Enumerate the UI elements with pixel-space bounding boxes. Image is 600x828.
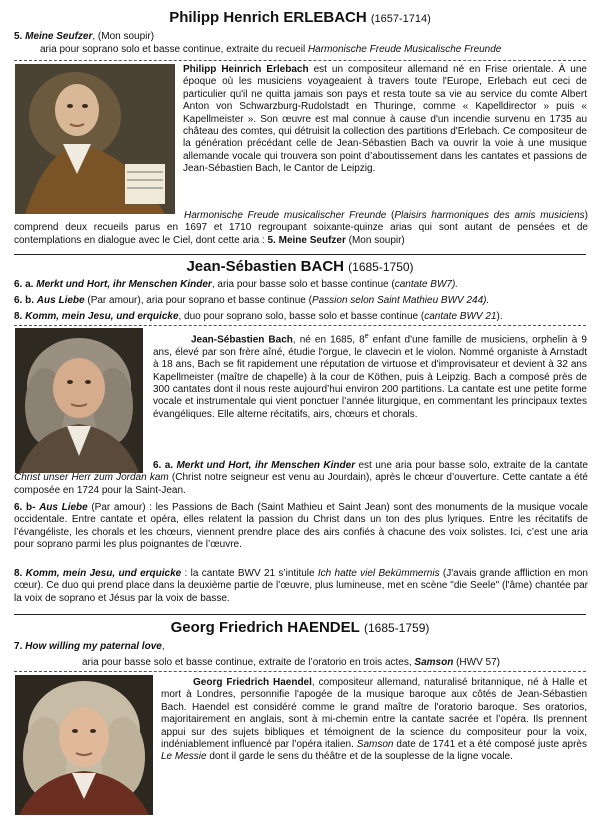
section-divider xyxy=(14,254,586,255)
divider xyxy=(14,671,586,672)
haendel-bio-name: Georg Friedrich Haendel xyxy=(193,677,312,688)
erlebach-heading xyxy=(14,9,586,28)
haendel-item-subtitle: aria pour basse solo et basse continue, extraite de l’oratorio en trois actes, Samson (HWV 57) xyxy=(82,657,500,668)
erlebach-portrait xyxy=(15,64,175,214)
haendel-item: 7. How willing my paternal love, xyxy=(14,641,165,652)
bach-note-b: 6. b- Aus Liebe (Par amour) : les Passions de Bach (Saint Mathieu et Saint Jean) sont des monuments de la musique vocale occidentale. Entre cantate et opéra, elles relatent la passion du Christ dans un ton des plus lyriques. Entre les récitatifs de l’évangéliste, les chorals et les chœurs, viennent prendre place des airs confiés à chacune des voix solistes. Ici, c’est une aria pour soprano parmi les plus poignantes de l’œuvre. xyxy=(14,502,589,551)
erlebach-item-num: 5. xyxy=(14,31,23,42)
haendel-portrait xyxy=(15,675,153,815)
bach-heading xyxy=(14,258,586,276)
bach-bio-name: Jean-Sébastien Bach xyxy=(191,334,293,346)
bach-note-a: 6. a. Merkt und Hort, ihr Menschen Kinder est une aria pour basse solo, extraite de la cantate Christ unser Herr zum Jordan kam (Christ notre seigneur est venu au Jourdain), après le chœur d’ouverture. Cette cantate a été composée en 1724 pour la Saint-Jean. xyxy=(14,460,588,496)
erlebach-ref: 5. Meine Seufzer xyxy=(267,234,346,246)
divider xyxy=(14,325,586,326)
erlebach-bio: Philipp Heinrich Erlebach est un compositeur allemand né en Frise orientale. À une époque où les musiciens voyageaient à travers toute l'Europe, Erlebach eut ceci de particulier qu'il ne quitta jamais son pays et resta toute sa vie au service du comte Albert Anton von Schwarzburg-Rudolstadt en Thuringe, comme « Kapelldirector » puis « Kapellmeister ». Son œuvre est mal connue à cause d'un incendie survenu en 1735 au château des comtes, qui détruisit la collection des partitions d'Erlebach. Ce compositeur de la génération précédant celle de Jean-Sébastien Bach va ouvrir la voie à une musique allemande vocale qui trouvera son point d’aboutissement dans les cantates et passions de Jean-Sébastien Bach, le Cantor de Leipzig. xyxy=(183,64,587,175)
bach-item-2: 6. b. Aus Liebe (Par amour), aria pour soprano et basse continue (Passion selon Saint Mathieu BWV 244). xyxy=(14,295,490,306)
erlebach-item-subtitle: aria pour soprano solo et basse continue, extraite du recueil Harmonische Freude Musicalische Freunde xyxy=(40,44,502,55)
erlebach-dates: (1657-1714) xyxy=(370,13,431,25)
bach-portrait xyxy=(15,328,143,473)
erlebach-item xyxy=(14,31,586,43)
haendel-name: Georg Friedrich HAENDEL xyxy=(170,619,360,636)
haendel-dates: (1685-1759) xyxy=(363,621,430,635)
divider xyxy=(14,60,586,61)
haendel-heading xyxy=(14,619,586,637)
bach-name: Jean-Sébastien BACH xyxy=(186,258,344,275)
erlebach-collection: Harmonische Freude Musicalische Freunde xyxy=(307,44,502,55)
erlebach-bio-name: Philipp Heinrich Erlebach xyxy=(183,64,309,75)
erlebach-item-title: Meine Seufzer xyxy=(25,31,93,42)
haendel-bio: Georg Friedrich Haendel, compositeur allemand, naturalisé britannique, né à Halle et mort à Londres, personnifie l'apogée de la musique baroque aux côtés de Jean-Sébastien Bach. Haendel est considéré comme le grand maître de l'oratorio baroque. Ses oratorios, majoritairement en anglais, sont à mi-chemin entre la cantate sacrée et l’opéra. Ils prennent appui sur des sujets bibliques et témoignent de la science du compositeur pour la voix, indéniablement influencé par l’opéra italien. Samson date de 1741 et a été composé juste après Le Messie dont il garde le sens du théâtre et de la souplesse de la ligne vocale. xyxy=(161,677,587,763)
erlebach-name: Philipp Henrich ERLEBACH xyxy=(169,9,367,26)
erlebach-collection-text: Harmonische Freude musicalischer Freunde (Plaisirs harmoniques des amis musiciens) comprend deux recueils parus en 1697 et 1710 regroupant soixante-quinze arias qui sont autant de pensées et de contemplations en dialogue avec le Ciel, dont cette aria : 5. Meine Seufzer (Mon soupir) xyxy=(14,210,589,246)
bach-bio: Jean-Sébastien Bach, né en 1685, 8e enfant d'une famille de musiciens, orphelin à 9 ans, élevé par son frère aîné, étudie l'orgue, le clavecin et le violon. Nommé organiste à Arnstadt à 18 ans, Bach se fit rapidement une réputation de virtuose et d'improvisateur et devient à 32 ans Kapellmeister (maître de chapelle) à la cour de Köthen, puis à Leipzig. Bach a composé près de 300 cantates dont il nous reste aujourd’hui environ 200 partitions. La cantate est une petite forme vocale et instrumentale qui vient ponctuer l’année liturgique, en commentant les principaux textes évangéliques. Elle alterne récitatifs, airs, chœurs et chorals. xyxy=(153,333,587,420)
bach-dates: (1685-1750) xyxy=(348,260,414,274)
bach-note-c: 8. Komm, mein Jesu, und erquicke : la cantate BWV 21 s’intitule Ich hatte viel Bekümmernis (J'avais grande affliction en mon cœur). Ce duo qui prend place dans la deuxième partie de l’œuvre, plus lumineuse, met en scène "die Seele" (l'âme) chantée par la voix de soprano et Jésus par la voix de basse. xyxy=(14,568,588,604)
section-divider xyxy=(14,614,586,615)
erlebach-item-trans: , (Mon soupir) xyxy=(92,31,155,42)
bach-item-3: 8. Komm, mein Jesu, und erquicke, duo pour soprano solo, basse solo et basse continue (cantate BWV 21). xyxy=(14,311,503,322)
bach-item-1: 6. a. Merkt und Hort, ihr Menschen Kinder, aria pour basse solo et basse continue (cantate BW7). xyxy=(14,279,459,290)
